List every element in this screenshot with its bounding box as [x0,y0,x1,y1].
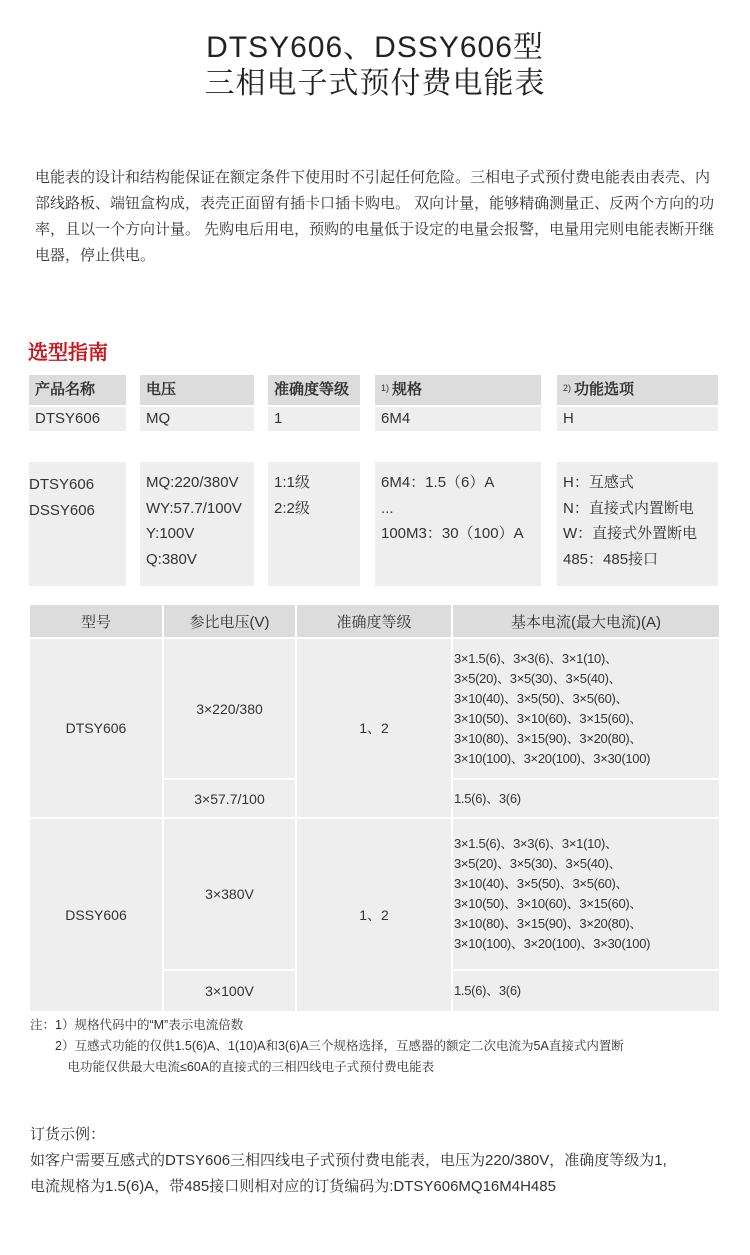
guide-header-1 [29,375,126,405]
guide-options-1 [29,462,126,586]
voltage-cell: 3×220/380 [164,639,295,778]
guide-header-2 [140,375,254,405]
guide-header-label: 功能选项 [574,381,635,398]
current-line: 1.5(6)、3(6) [454,983,521,998]
model-cell: DTSY606 [30,639,162,817]
model-cell: DSSY606 [30,819,162,1011]
spec-header-1: 型号 [30,605,162,637]
current-line: 3×10(80)、3×15(90)、3×20(80)、 [454,916,643,931]
guide-example-5: H [557,407,718,431]
guide-example-3: 1 [268,407,360,431]
accuracy-cell: 1、2 [297,819,451,1011]
voltage-cell: 3×57.7/100 [164,780,295,817]
guide-header-label: 准确度等级 [274,381,350,398]
voltage-cell: 3×100V [164,971,295,1011]
current-line: 3×10(100)、3×20(100)、3×30(100) [454,750,651,766]
guide-example-4: 6M4 [375,407,541,431]
note-line-1: 注：1）规格代码中的“M”表示电流倍数 [30,1018,244,1032]
current-list [454,981,521,1001]
guide-option: DTSY606 [29,476,95,493]
current-line: 3×10(80)、3×15(90)、3×20(80)、 [454,730,643,746]
current-cell [453,780,719,817]
guide-option: Y:100V [146,525,195,542]
guide-options-3 [268,462,360,586]
order-example [30,1122,748,1200]
guide-option: 485：485接口 [563,550,659,568]
order-line-1: 如客户需要互感式的DTSY606三相四线电子式预付费电能表，电压为220/380V，准确度等级为1, [30,1152,667,1169]
current-line: 3×5(20)、3×5(30)、3×5(40)、 [454,856,622,871]
guide-option: 2:2级 [274,499,310,517]
current-line: 3×1.5(6)、3×3(6)、3×1(10)、 [454,650,618,666]
accuracy-cell: 1、2 [297,639,451,817]
guide-header-5 [557,375,718,405]
intro-paragraph: 电能表的设计和结构能保证在额定条件下使用时不引起任何危险。三相电子式预付费电能表由表壳、内部线路板、端钮盒构成，表壳正面留有插卡口插卡购电。 双向计量，能够精确测量正、反两个方向的功率，且以一个方向计量。 先购电后用电，预购的电量低于设定的电量会报警，电量用完则电能表断开继电器，停止供电。 [35,169,715,264]
page-title [0,30,750,102]
guide-header-4 [375,375,541,405]
current-list [454,789,521,809]
guide-header-3 [268,375,360,405]
guide-options-5 [557,462,718,586]
footnote-mark: 2) [563,383,572,393]
guide-options-4 [375,462,541,586]
spec-header-2: 参比电压(V) [164,605,295,637]
guide-option: 6M4：1.5（6）A [381,474,495,491]
current-cell [453,819,719,969]
guide-option: DSSY606 [29,501,95,519]
current-line: 3×10(40)、3×5(50)、3×5(60)、 [454,690,629,706]
current-line: 1.5(6)、3(6) [454,790,521,806]
guide-option: WY:57.7/100V [146,499,242,517]
current-line: 3×10(100)、3×20(100)、3×30(100) [454,936,651,951]
guide-header-label: 产品名称 [35,381,96,398]
title-line-1: DTSY606、DSSY606型 [206,31,544,64]
spec-header-3: 准确度等级 [297,605,451,637]
voltage-cell: 3×380V [164,819,295,969]
guide-option: 100M3：30（100）A [381,525,524,542]
current-list [454,834,650,954]
guide-option: MQ:220/380V [146,474,239,491]
note-line-2: 2）互感式功能的仅供1.5(6)A、1(10)A和3(6)A三个规格选择，互感器的额定二次电流为5A直接式内置断 [30,1039,624,1053]
guide-option: N：直接式内置断电 [563,499,694,517]
guide-header-label: 电压 [146,381,177,398]
guide-example-1: DTSY606 [29,407,126,431]
guide-option: H：互感式 [563,474,634,491]
selection-guide-title: 选型指南 [28,342,108,364]
spec-header-4: 基本电流(最大电流)(A) [453,605,719,637]
footnote-mark: 1) [381,383,390,393]
guide-option: W：直接式外置断电 [563,525,698,542]
guide-option: 1:1级 [274,474,310,491]
notes [30,1015,730,1078]
current-line: 3×10(40)、3×5(50)、3×5(60)、 [454,876,629,891]
current-line: 3×10(50)、3×10(60)、3×15(60)、 [454,710,643,726]
current-line: 3×5(20)、3×5(30)、3×5(40)、 [454,670,622,686]
current-list [454,649,650,769]
guide-options-2 [140,462,254,586]
title-line-2: 三相电子式预付费电能表 [204,67,546,100]
current-line: 3×10(50)、3×10(60)、3×15(60)、 [454,896,643,911]
guide-header-label: 规格 [392,381,423,398]
guide-option: Q:380V [146,550,197,568]
current-line: 3×1.5(6)、3×3(6)、3×1(10)、 [454,836,618,851]
order-title: 订货示例： [30,1126,106,1143]
note-line-3: 电功能仅供最大电流≤60A的直接式的三相四线电子式预付费电能表 [30,1060,435,1074]
guide-option: ... [381,499,394,517]
current-cell [453,971,719,1011]
guide-example-2: MQ [140,407,254,431]
order-line-2: 电流规格为1.5(6)A，带485接口则相对应的订货编码为:DTSY606MQ16M4H485 [30,1178,556,1195]
current-cell [453,639,719,778]
